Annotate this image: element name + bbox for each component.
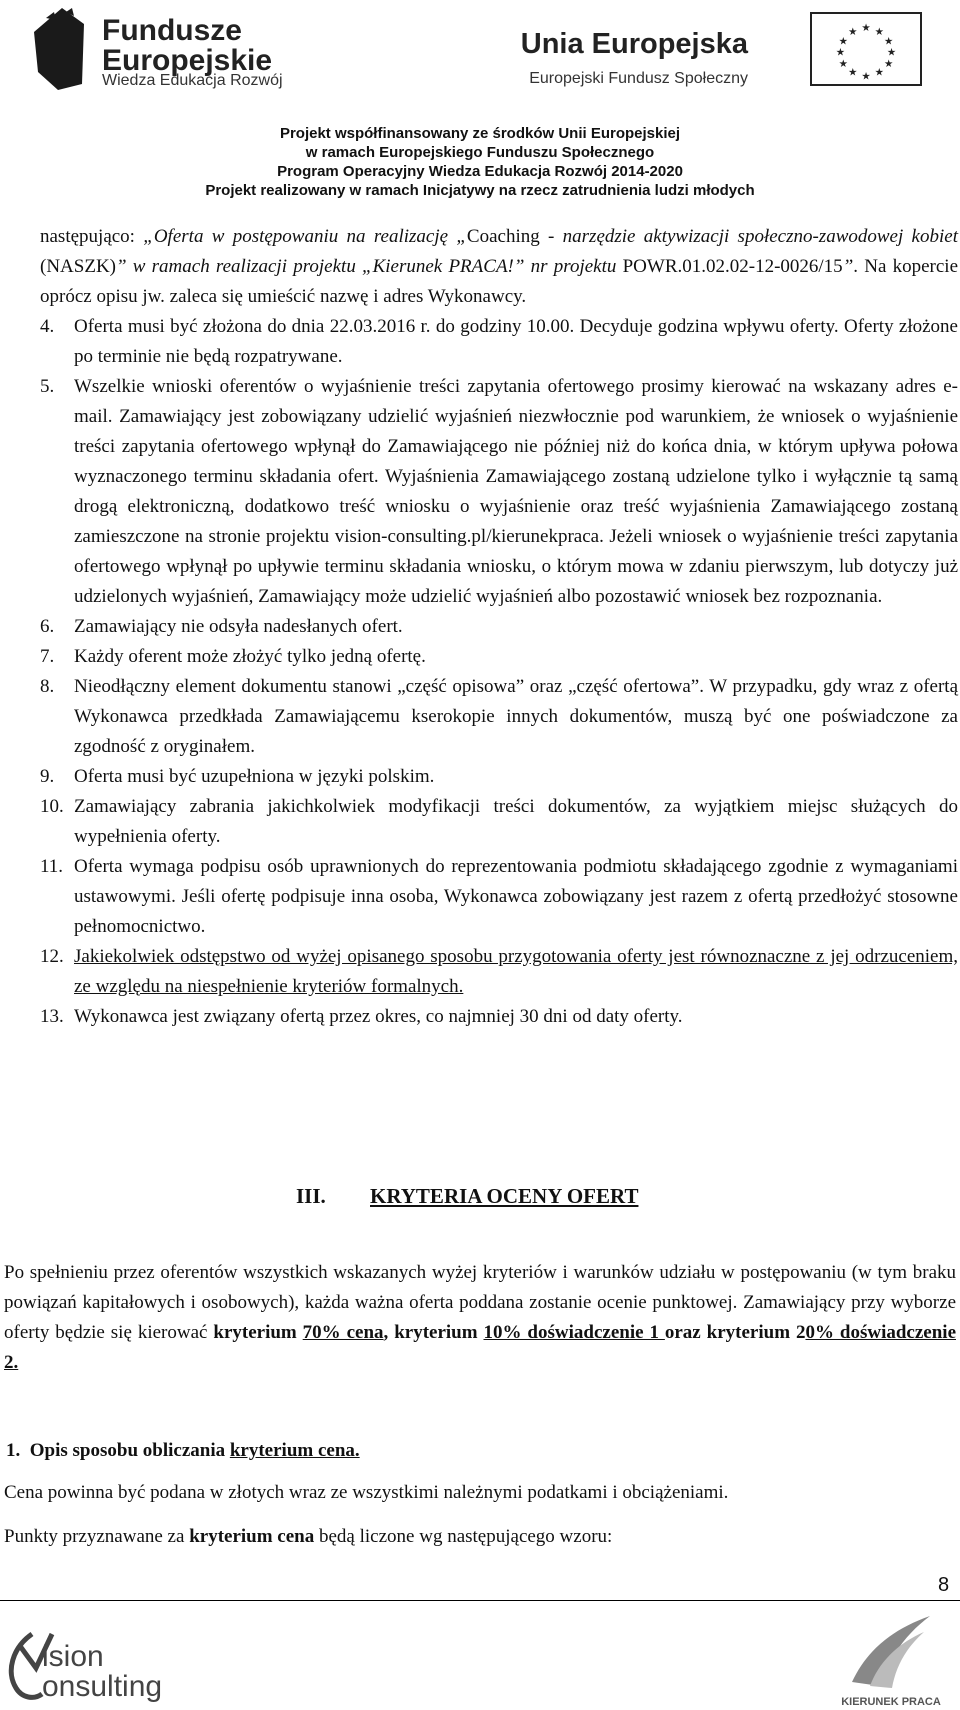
svg-text:★: ★: [838, 57, 848, 70]
vision-logo-line2: onsulting: [42, 1670, 163, 1703]
ue-subtitle: Europejski Fundusz Społeczny: [529, 70, 748, 87]
price-note: Cena powinna być podana w złotych wraz ze wszystkimi należnymi podatkami i obciążeniami.: [4, 1482, 729, 1503]
list-item: 8. Nieodłączny element dokumentu stanowi „część opisowa” oraz „część ofertowa”. W przypadku, gdy wraz z ofertą Wykonawca przedkłada Zamawiającemu kserokopie innych dokumentów, muszą być one poświadczone za zgodność z oryginałem.: [40, 676, 958, 757]
list-item: 10. Zamawiający zabrania jakichkolwiek modyfikacji treści dokumentów, za wyjątkiem miejsc służących do wypełnienia oferty.: [40, 796, 958, 847]
unia-europejska-logo: [520, 12, 960, 90]
section-number: III.: [296, 1184, 326, 1208]
svg-text:★: ★: [861, 22, 871, 35]
svg-text:★: ★: [838, 35, 848, 48]
svg-text:★: ★: [874, 66, 884, 79]
fundusze-europejskie-logo: [28, 2, 288, 90]
fe-subtitle: Wiedza Edukacja Rozwój: [102, 72, 283, 89]
kierunek-praca-logo: [826, 1612, 956, 1710]
document-body: [40, 222, 958, 1032]
fe-flag-icon: [28, 2, 90, 90]
list-item: 9. Oferta musi być uzupełniona w języki polskim.: [40, 766, 435, 787]
eu-flag-icon: [810, 12, 922, 86]
points-note: Punkty przyznawane za kryterium cena będą liczone wg następującego wzoru:: [4, 1526, 613, 1547]
svg-text:★: ★: [884, 35, 894, 48]
criteria-paragraph: Po spełnieniu przez oferentów wszystkich wskazanych wyżej kryteriów i warunków udziału w postępowaniu (w tym braku powiązań kapitałowych i osobowych), każda ważna oferta poddana zostanie ocenie punktowej. Zamawiający przy wyborze oferty będzie się kierować kryterium 70% cena, kryterium 10% doświadczenie 1 oraz kryterium 20% doświadczenie 2.: [4, 1262, 956, 1373]
footer-divider: [0, 1600, 960, 1601]
svg-text:★: ★: [884, 57, 894, 70]
list-item: 12. Jakiekolwiek odstępstwo od wyżej opisanego sposobu przygotowania oferty jest równoznaczne z jej odrzuceniem, ze względu na niespełnienie kryteriów formalnych.: [40, 946, 958, 997]
kierunek-arrow-icon: [846, 1612, 936, 1690]
svg-text:★: ★: [848, 66, 858, 79]
cofinancing-note: Projekt współfinansowany ze środków Unii Europejskiej w ramach Europejskiego Funduszu Społecznego Program Operacyjny Wiedza Edukacja Rozwój 2014-2020 Projekt realizowany w ramach Inicjatywy na rzecz zatrudnienia ludzi młodych: [205, 125, 755, 199]
list-item: 11. Oferta wymaga podpisu osób uprawnionych do reprezentowania podmiotu składającego zgodnie z wymaganiami ustawowymi. Jeśli ofertę podpisuje inna osoba, Wykonawca zobowiązany jest razem z ofertą przedłożyć stosowne pełnomocnictwo.: [40, 856, 958, 937]
svg-text:★: ★: [874, 25, 884, 38]
subsection-heading: 1. Opis sposobu obliczania kryterium cena.: [6, 1440, 360, 1461]
kierunek-label: KIERUNEK PRACA: [841, 1696, 941, 1708]
svg-text:★: ★: [861, 70, 871, 83]
svg-text:★: ★: [835, 46, 846, 59]
list-item: 5. Wszelkie wnioski oferentów o wyjaśnienie treści zapytania ofertowego prosimy kierować na wskazany adres e-mail. Zamawiający jest zobowiązany udzielić wyjaśnień niezwłocznie pod warunkiem, że wniosek o wyjaśnienie treści zapytania ofertowego wpłynął do Zamawiającego nie później niż do końca dnia, w którym upływa połowa wyznaczonego terminu składania ofert. Wyjaśnienia Zamawiającego zostaną udzielone tylko i wyłącznie tą samą drogą elektroniczną, dodatkowo treść wniosku o wyjaśnienie oraz treść wyjaśnienia Zamawiającego zostaną zamieszczone na stronie projektu vision-consulting.pl/kierunekpraca. Jeżeli wniosek o wyjaśnienie treści zapytania ofertowego wpłynął po upływie terminu składania wniosku, o którym mowa w zdaniu pierwszym, lub dotyczy już udzielonych wyjaśnień, Zamawiający może udzielić wyjaśnień albo pozostawić wniosek bez rozpoznania.: [40, 376, 958, 607]
intro-paragraph: następująco: „Oferta w postępowaniu na realizację „Coaching - narzędzie aktywizacji społeczno-zawodowej kobiet (NASZK)” w ramach realizacji projektu „Kierunek PRACA!” nr projektu POWR.01.02.02-12-0026/15”. Na kopercie oprócz opisu jw. zaleca się umieścić nazwę i adres Wykonawcy.: [40, 226, 959, 307]
list-item: 6. Zamawiający nie odsyła nadesłanych ofert.: [40, 616, 403, 637]
list-item: 13. Wykonawca jest związany ofertą przez okres, co najmniej 30 dni od daty oferty.: [40, 1006, 683, 1027]
list-item: 7. Każdy oferent może złożyć tylko jedną ofertę.: [40, 646, 426, 667]
fe-title: Fundusze Europejskie: [102, 14, 273, 77]
vision-logo-line1: ision: [42, 1640, 104, 1673]
list-item: 4. Oferta musi być złożona do dnia 22.03.2016 r. do godziny 10.00. Decyduje godzina wpływu oferty. Oferty złożone po terminie nie będą rozpatrywane.: [40, 316, 958, 367]
page-number: 8: [938, 1574, 950, 1596]
svg-text:★: ★: [848, 25, 858, 38]
section-title: KRYTERIA OCENY OFERT: [370, 1184, 639, 1208]
ue-title: Unia Europejska: [520, 28, 748, 60]
vision-consulting-logo: [2, 1628, 202, 1708]
svg-text:★: ★: [886, 46, 897, 59]
